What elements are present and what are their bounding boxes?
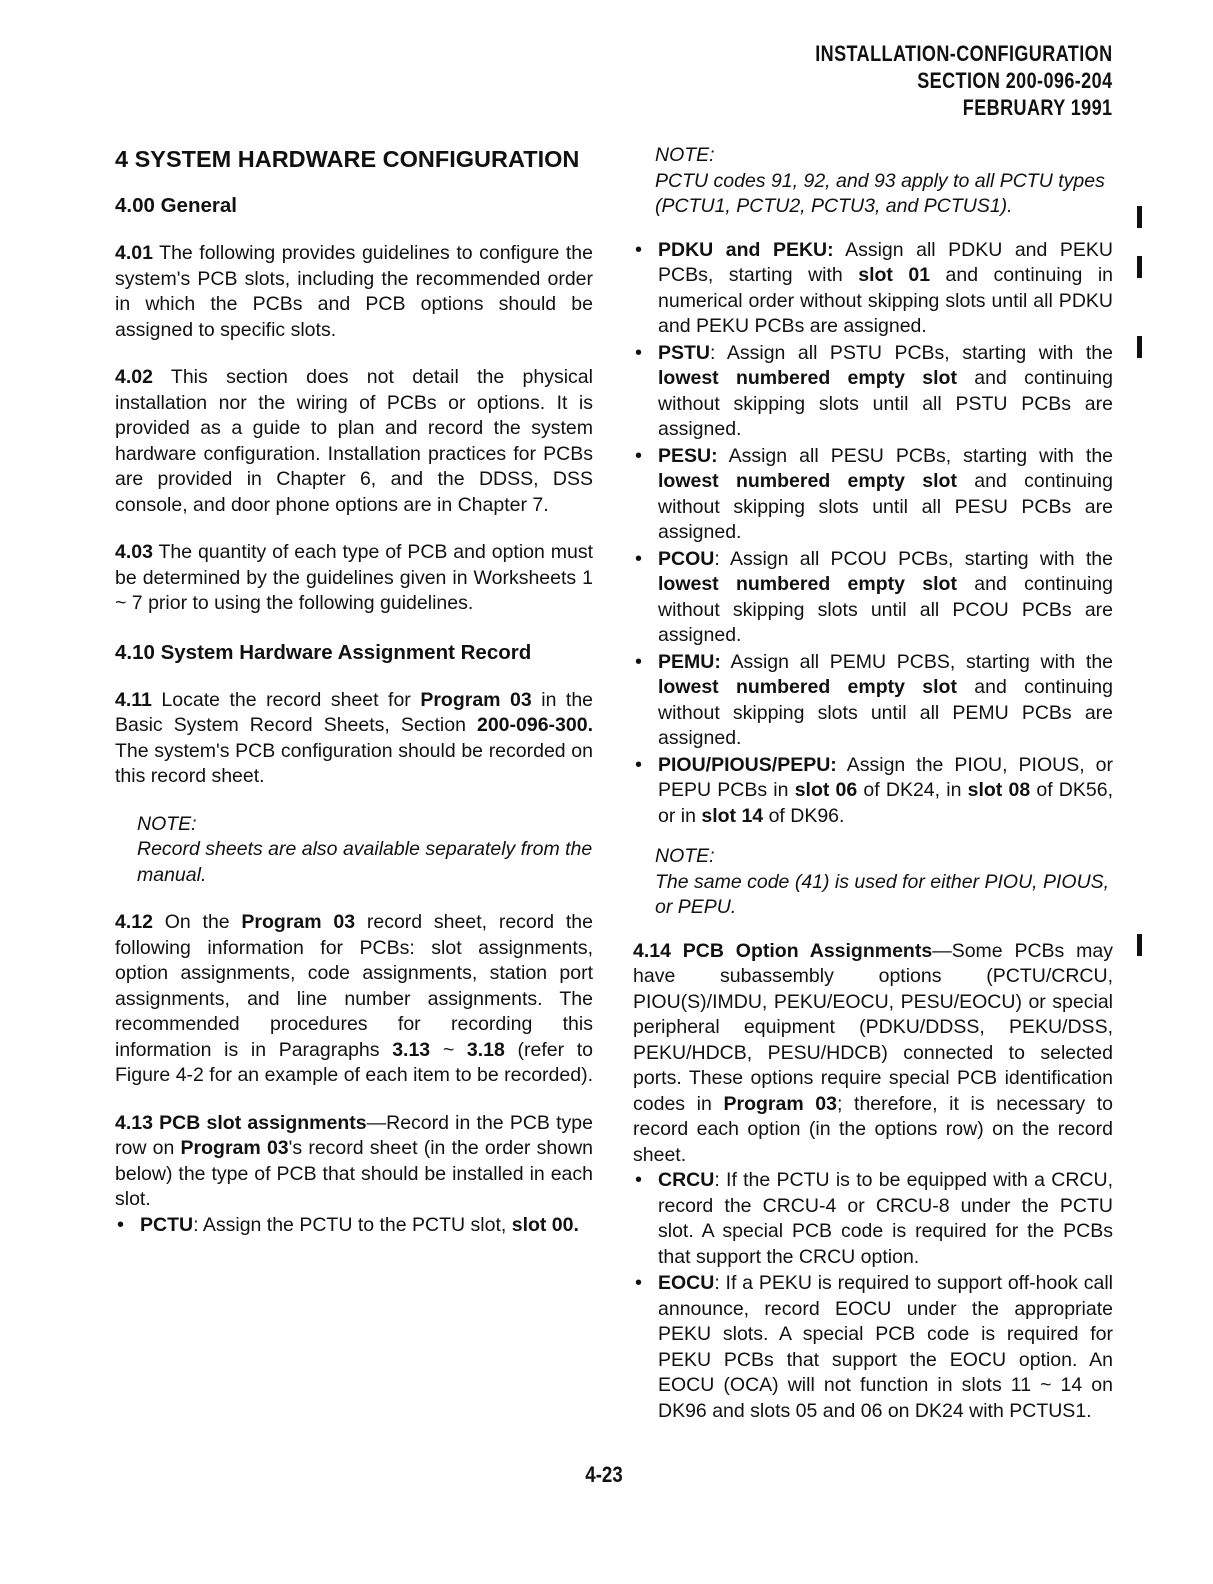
note-record-sheets [137, 812, 593, 889]
list-item-pstu: • PSTU: Assign all PSTU PCBs, starting with the lowest numbered empty slot and continuing without skipping slots until all PSTU PCBs are assigned. [633, 341, 1113, 443]
header-date: FEBRUARY 1991 [963, 95, 1113, 120]
option-list [633, 1168, 1113, 1424]
list-item-pcou: • PCOU: Assign all PCOU PCBs, starting with the lowest numbered empty slot and continuing without skipping slots until all PCOU PCBs are assigned. [633, 547, 1113, 649]
paragraph-4-03: 4.03 The quantity of each type of PCB and option must be determined by the guidelines given in Worksheets 1 ~ 7 prior to using the following guidelines. [115, 541, 593, 614]
pctu-list [115, 1213, 593, 1239]
left-column [115, 140, 593, 1239]
change-bar [1137, 336, 1142, 358]
list-item-pctu: • PCTU: Assign the PCTU to the PCTU slot, slot 00. [115, 1213, 593, 1239]
paragraph-4-11: 4.11 Locate the record sheet for Program 03 in the Basic System Record Sheets, Section 200-096-300. The system's PCB configuration should be recorded on this record sheet. [115, 688, 594, 787]
pcb-assignment-list [633, 238, 1113, 830]
note-text: PCTU codes 91, 92, and 93 apply to all PCTU types (PCTU1, PCTU2, PCTU3, and PCTUS1). [655, 169, 1105, 217]
paragraph-4-13: 4.13 PCB slot assignments—Record in the PCB type row on Program 03's record sheet (in the order shown below) the type of PCB that should be installed in each slot. [115, 1111, 594, 1210]
note-label: NOTE: [655, 845, 715, 867]
record-heading: 4.10 System Hardware Assignment Record [115, 640, 532, 664]
change-bar [1137, 206, 1142, 228]
paragraph-4-14: 4.14 PCB Option Assignments—Some PCBs may have subassembly options (PCTU/CRCU, PIOU(S)/IMDU, PEKU/EOCU, PESU/EOCU) or special peripheral equipment (PDKU/DDSS, PEKU/DSS, PEKU/HDCB, PESU/HDCB) connected to selected ports. These options require special PCB identification codes in Program 03; therefore, it is necessary to record each option (in the options row) on the record sheet. [633, 939, 1113, 1166]
section-title: 4 SYSTEM HARDWARE CONFIGURATION [115, 146, 580, 172]
page-number: 4-23 [585, 1462, 623, 1487]
note-pctu-codes [655, 143, 1113, 220]
note-same-code [655, 844, 1113, 921]
note-label: NOTE: [137, 812, 197, 835]
header-section: SECTION 200-096-204 [917, 68, 1113, 93]
note-label: NOTE: [655, 144, 715, 166]
paragraph-4-01: 4.01 The following provides guidelines to configure the system's PCB slots, including the recommended order in which the PCBs and PCB options should be assigned to specific slots. [115, 242, 593, 341]
list-item-pemu: • PEMU: Assign all PEMU PCBS, starting with the lowest numbered empty slot and continuing without skipping slots until all PEMU PCBs are assigned. [633, 650, 1113, 752]
note-text: The same code (41) is used for either PIOU, PIOUS, or PEPU. [655, 870, 1110, 918]
list-item-pesu: • PESU: Assign all PESU PCBs, starting with the lowest numbered empty slot and continuing without skipping slots until all PESU PCBs are assigned. [633, 444, 1113, 546]
list-item-eocu: • EOCU: If a PEKU is required to support off-hook call announce, record EOCU under the appropriate PEKU slots. A special PCB code is required for PEKU PCBs that support the EOCU option. An EOCU (OCA) will not function in slots 11 ~ 14 on DK96 and slots 05 and 06 on DK24 with PCTUS1. [633, 1271, 1113, 1424]
list-item-crcu: • CRCU: If the PCTU is to be equipped with a CRCU, record the CRCU-4 or CRCU-8 under the PCTU slot. A special PCB code is required for the PCBs that support the CRCU option. [633, 1168, 1113, 1270]
paragraph-4-12: 4.12 On the Program 03 record sheet, record the following information for PCBs: slot assignments, option assignments, code assignments, station port assignments, and line number assignments. The recommended procedures for recording this information is in Paragraphs 3.13 ~ 3.18 (refer to Figure 4-2 for an example of each item to be recorded). [115, 911, 594, 1086]
list-item-piou: • PIOU/PIOUS/PEPU: Assign the PIOU, PIOUS, or PEPU PCBs in slot 06 of DK24, in slot 08 of DK56, or in slot 14 of DK96. [633, 753, 1113, 830]
right-column [633, 140, 1113, 1425]
change-bar [1137, 256, 1142, 278]
header-title: INSTALLATION-CONFIGURATION [815, 41, 1113, 66]
running-header [816, 40, 1113, 121]
note-text: Record sheets are also available separately from the manual. [137, 838, 593, 886]
general-heading: 4.00 General [115, 194, 237, 217]
list-item-pdku-peku: • PDKU and PEKU: Assign all PDKU and PEKU PCBs, starting with slot 01 and continuing in numerical order without skipping slots until all PDKU and PEKU PCBs are assigned. [633, 238, 1113, 340]
change-bar [1137, 934, 1142, 956]
paragraph-4-02: 4.02 This section does not detail the physical installation nor the wiring of PCBs or options. It is provided as a guide to plan and record the system hardware configuration. Installation practices for PCBs are provided in Chapter 6, and the DDSS, DSS console, and door phone options are in Chapter 7. [115, 366, 593, 516]
